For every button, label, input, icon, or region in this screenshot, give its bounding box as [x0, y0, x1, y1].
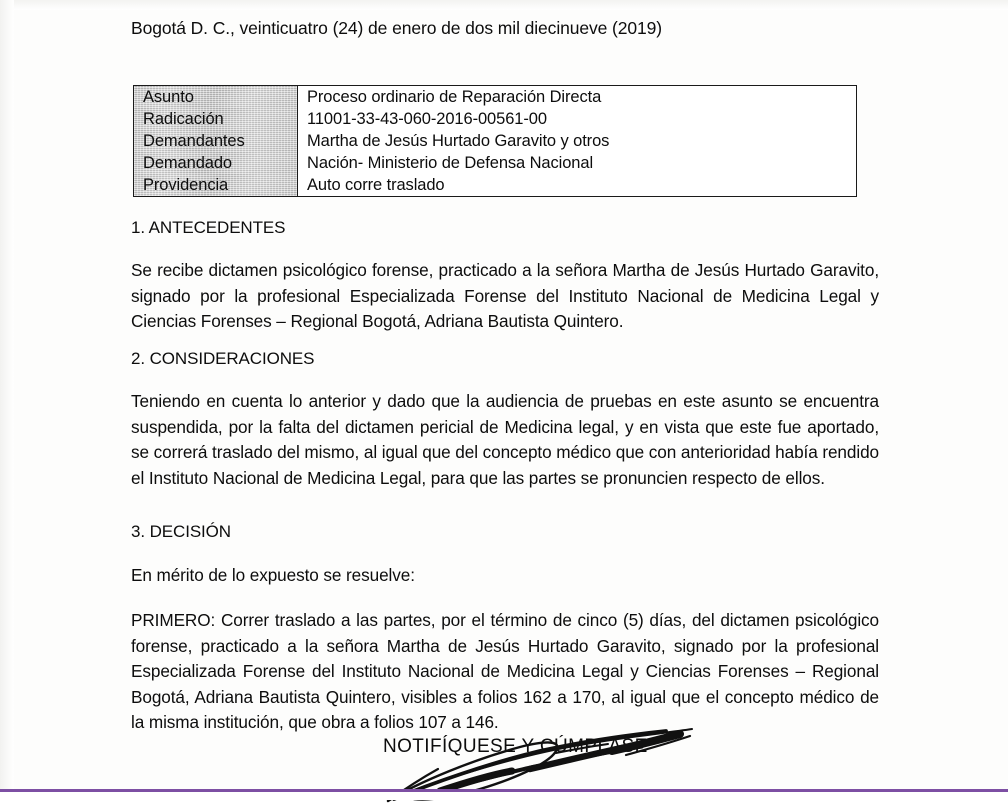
table-row: [134, 174, 856, 196]
table-row: [134, 130, 856, 152]
section-body-antecedentes: Se recibe dictamen psicológico forense, practicado a la señora Martha de Jesús Hurtado Garavito, signado por la profesional Especializada Forense del Instituto Nacional de Medicina Legal y Ciencias Forenses – Regional Bogotá, Adriana Bautista Quintero.: [131, 260, 879, 331]
footer-strip: [0, 792, 1008, 800]
resolution-paragraph-primero: PRIMERO: Correr traslado a las partes, por el término de cinco (5) días, del dictamen psicológico forense, practicado a la señora Martha de Jesús Hurtado Garavito, signado por la profesional Especializada Forense del Instituto Nacional de Medicina Legal y Ciencias Forenses – Regional Bogotá, Adriana Bautista Quintero, visibles a folios 162 a 170, al igual que el concepto médico de la misma institución, que obra a folios 107 a 146.: [131, 610, 879, 732]
table-cell-label: Radicación: [134, 108, 298, 130]
table-cell-value: 11001-33-43-060-2016-00561-00: [298, 108, 857, 130]
table-cell-label: Asunto: [134, 86, 298, 108]
table-row: [134, 152, 856, 174]
case-summary-table: [133, 85, 857, 197]
table-cell-value: Nación- Ministerio de Defensa Nacional: [298, 152, 857, 174]
section-body-decision: En mérito de lo expuesto se resuelve:: [131, 565, 415, 585]
closing-formula: NOTIFÍQUESE Y CÚMPLASE: [383, 736, 648, 757]
table-cell-label: Demandantes: [134, 130, 298, 152]
document-date-line: Bogotá D. C., veinticuatro (24) de enero de dos mil diecinueve (2019): [131, 18, 663, 38]
case-summary-table-body: [134, 86, 856, 196]
section-heading-antecedentes: 1. ANTECEDENTES: [131, 218, 286, 237]
table-cell-value: Martha de Jesús Hurtado Garavito y otros: [298, 130, 857, 152]
table-row: [134, 86, 856, 108]
section-heading-consideraciones: 2. CONSIDERACIONES: [131, 349, 315, 368]
section-body-consideraciones: Teniendo en cuenta lo anterior y dado que la audiencia de pruebas en este asunto se encuentra suspendida, por la falta del dictamen pericial de Medicina legal, y en vista que este fue aportado, se correrá traslado del mismo, al igual que del concepto médico que con anterioridad había rendido el Instituto Nacional de Medicina Legal, para que las partes se pronuncien respecto de ellos.: [131, 391, 879, 488]
table-cell-label: Demandado: [134, 152, 298, 174]
table-cell-label: Providencia: [134, 174, 298, 196]
table-row: [134, 108, 856, 130]
table-cell-value: Auto corre traslado: [298, 174, 857, 196]
table-cell-value: Proceso ordinario de Reparación Directa: [298, 86, 857, 108]
section-heading-decision: 3. DECISIÓN: [131, 522, 231, 541]
